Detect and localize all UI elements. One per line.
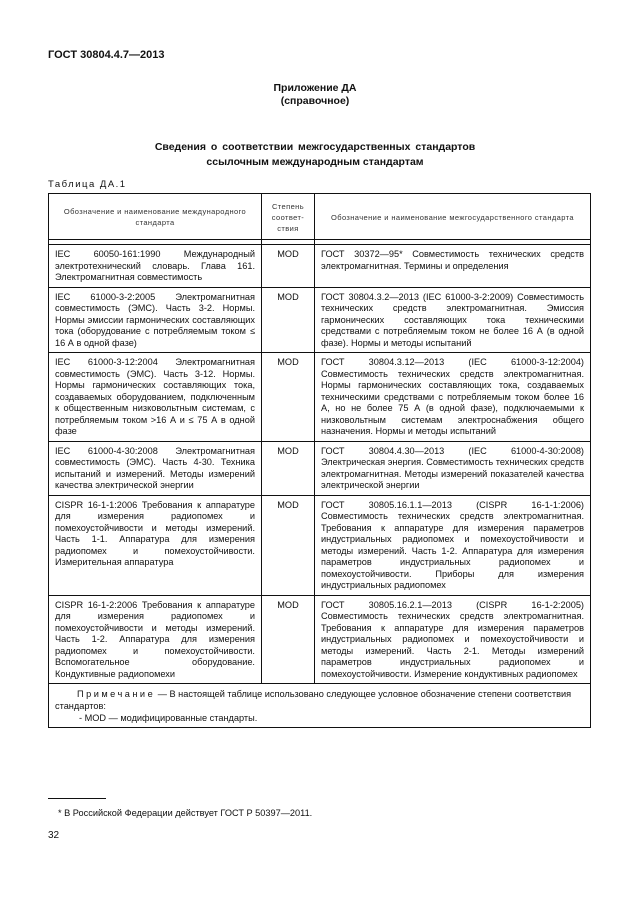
international-standard-cell: IEC 61000-3-12:2004 Электромагнитная совместимость (ЭМС). Часть 3-12. Нормы. Нормы гармонических составляющих тока, создаваемых оборудованием, подключенным к общественным низковольтным системам, с потребляемым током >16 А и ≤ 75 А в одной фазе <box>49 353 262 442</box>
international-standard-cell: IEC 61000-4-30:2008 Электромагнитная совместимость (ЭМС). Часть 4-30. Техника испытаний и измерений. Методы измерений качества электрической энергии <box>49 441 262 495</box>
table-note-row <box>49 684 591 728</box>
degree-cell: MOD <box>262 353 315 442</box>
table-row <box>49 287 591 353</box>
header-degree: Степень соответ-ствия <box>262 194 315 240</box>
interstate-standard-cell: ГОСТ 30804.3.2—2013 (IEC 61000-3-2:2009) Совместимость технических средств электромагнитная. Эмиссия гармонических составляющих тока техническими средствами с потребляемым током не более 16 А (в одной фазе). Нормы и методы испытаний <box>315 287 591 353</box>
appendix-title: Приложение ДА <box>273 82 357 94</box>
interstate-standard-cell: ГОСТ 30805.16.1.1—2013 (CISPR 16-1-1:2006) Совместимость технических средств электромагнитная. Требования к аппаратуре для измерения параметров индустриальных радиопомех и помехоустойчивости и методы измерений. Часть 1-2. Аппаратура для измерения параметров индустриальных радиопомех и помехоустойчивости. Приборы для измерения индустриальных радиопомех <box>315 495 591 595</box>
interstate-standard-cell: ГОСТ 30804.3.12—2013 (IEC 61000-3-12:2004) Совместимость технических средств электромагнитная. Нормы гармонических составляющих тока, создаваемых техническими средствами с потребляемым током более 16 А, но не более 75 А (в одной фазе), подключаемыми к низковольтным системам электроснабжения общего назначения. Нормы и методы испытаний <box>315 353 591 442</box>
section-title-line-2: ссылочным международным стандартам <box>206 156 424 168</box>
standards-correspondence-table <box>48 193 591 728</box>
table-row <box>49 595 591 684</box>
table-note <box>49 684 591 728</box>
degree-cell: MOD <box>262 441 315 495</box>
note-heading: Примечание <box>77 689 156 699</box>
degree-cell: MOD <box>262 495 315 595</box>
interstate-standard-cell: ГОСТ 30804.4.30—2013 (IEC 61000-4-30:2008) Электрическая энергия. Совместимость технических средств электромагнитная. Методы измерений показателей качества электрической энергии <box>315 441 591 495</box>
table-row <box>49 441 591 495</box>
international-standard-cell: IEC 60050-161:1990 Международный электротехнический словарь. Глава 161. Электромагнитная совместимость <box>49 245 262 288</box>
international-standard-cell: CISPR 16-1-2:2006 Требования к аппаратуре для измерения радиопомех и помехоустойчивости и методы измерений. Часть 1-2. Аппаратура для измерения радиопомех и помехоустойчивости. Вспомогательное оборудование. Кондуктивные радиопомехи <box>49 595 262 684</box>
degree-cell: MOD <box>262 245 315 288</box>
footnote: * В Российской Федерации действует ГОСТ Р 50397—2011. <box>58 808 313 818</box>
header-international-standard: Обозначение и наименование международного стандарта <box>49 194 262 240</box>
degree-cell: MOD <box>262 287 315 353</box>
table-row <box>49 353 591 442</box>
interstate-standard-cell: ГОСТ 30372—95* Совместимость технических средств электромагнитная. Термины и определения <box>315 245 591 288</box>
table-header-row <box>49 194 591 240</box>
table-row <box>49 245 591 288</box>
appendix-subtitle: (справочное) <box>280 95 350 107</box>
note-item-mod: - MOD — модифицированные стандарты. <box>79 713 258 723</box>
header-interstate-standard: Обозначение и наименование межгосударственного стандарта <box>315 194 591 240</box>
section-title-line-1: Сведения о соответствии межгосударственных стандартов <box>154 141 476 153</box>
footnote-divider <box>48 798 106 799</box>
table-row <box>49 495 591 595</box>
international-standard-cell: IEC 61000-3-2:2005 Электромагнитная совместимость (ЭМС). Часть 3-2. Нормы. Нормы эмиссии гармонических составляющих тока (оборудование с потребляемым током ≤ 16 А в одной фазе) <box>49 287 262 353</box>
degree-cell: MOD <box>262 595 315 684</box>
interstate-standard-cell: ГОСТ 30805.16.2.1—2013 (CISPR 16-1-2:2005) Совместимость технических средств электромагнитная. Требования к аппаратуре для измерения параметров индустриальных радиопомех и помехоустойчивости и методы измерений. Часть 2-1. Методы измерений параметров индустриальных радиопомех и помехоустойчивости. Измерение кондуктивных радиопомех <box>315 595 591 684</box>
note-text: — В настоящей таблице использовано следующее условное обозначение степени соответствия стандартов: <box>55 689 572 711</box>
international-standard-cell: CISPR 16-1-1:2006 Требования к аппаратуре для измерения радиопомех и помехоустойчивости и методы измерений. Часть 1-1. Аппаратура для измерения радиопомех и помехоустойчивости. Измерительная аппаратура <box>49 495 262 595</box>
document-code-header: ГОСТ 30804.4.7—2013 <box>48 49 165 61</box>
table-label: Таблица ДА.1 <box>48 179 127 190</box>
page-number: 32 <box>48 830 60 841</box>
